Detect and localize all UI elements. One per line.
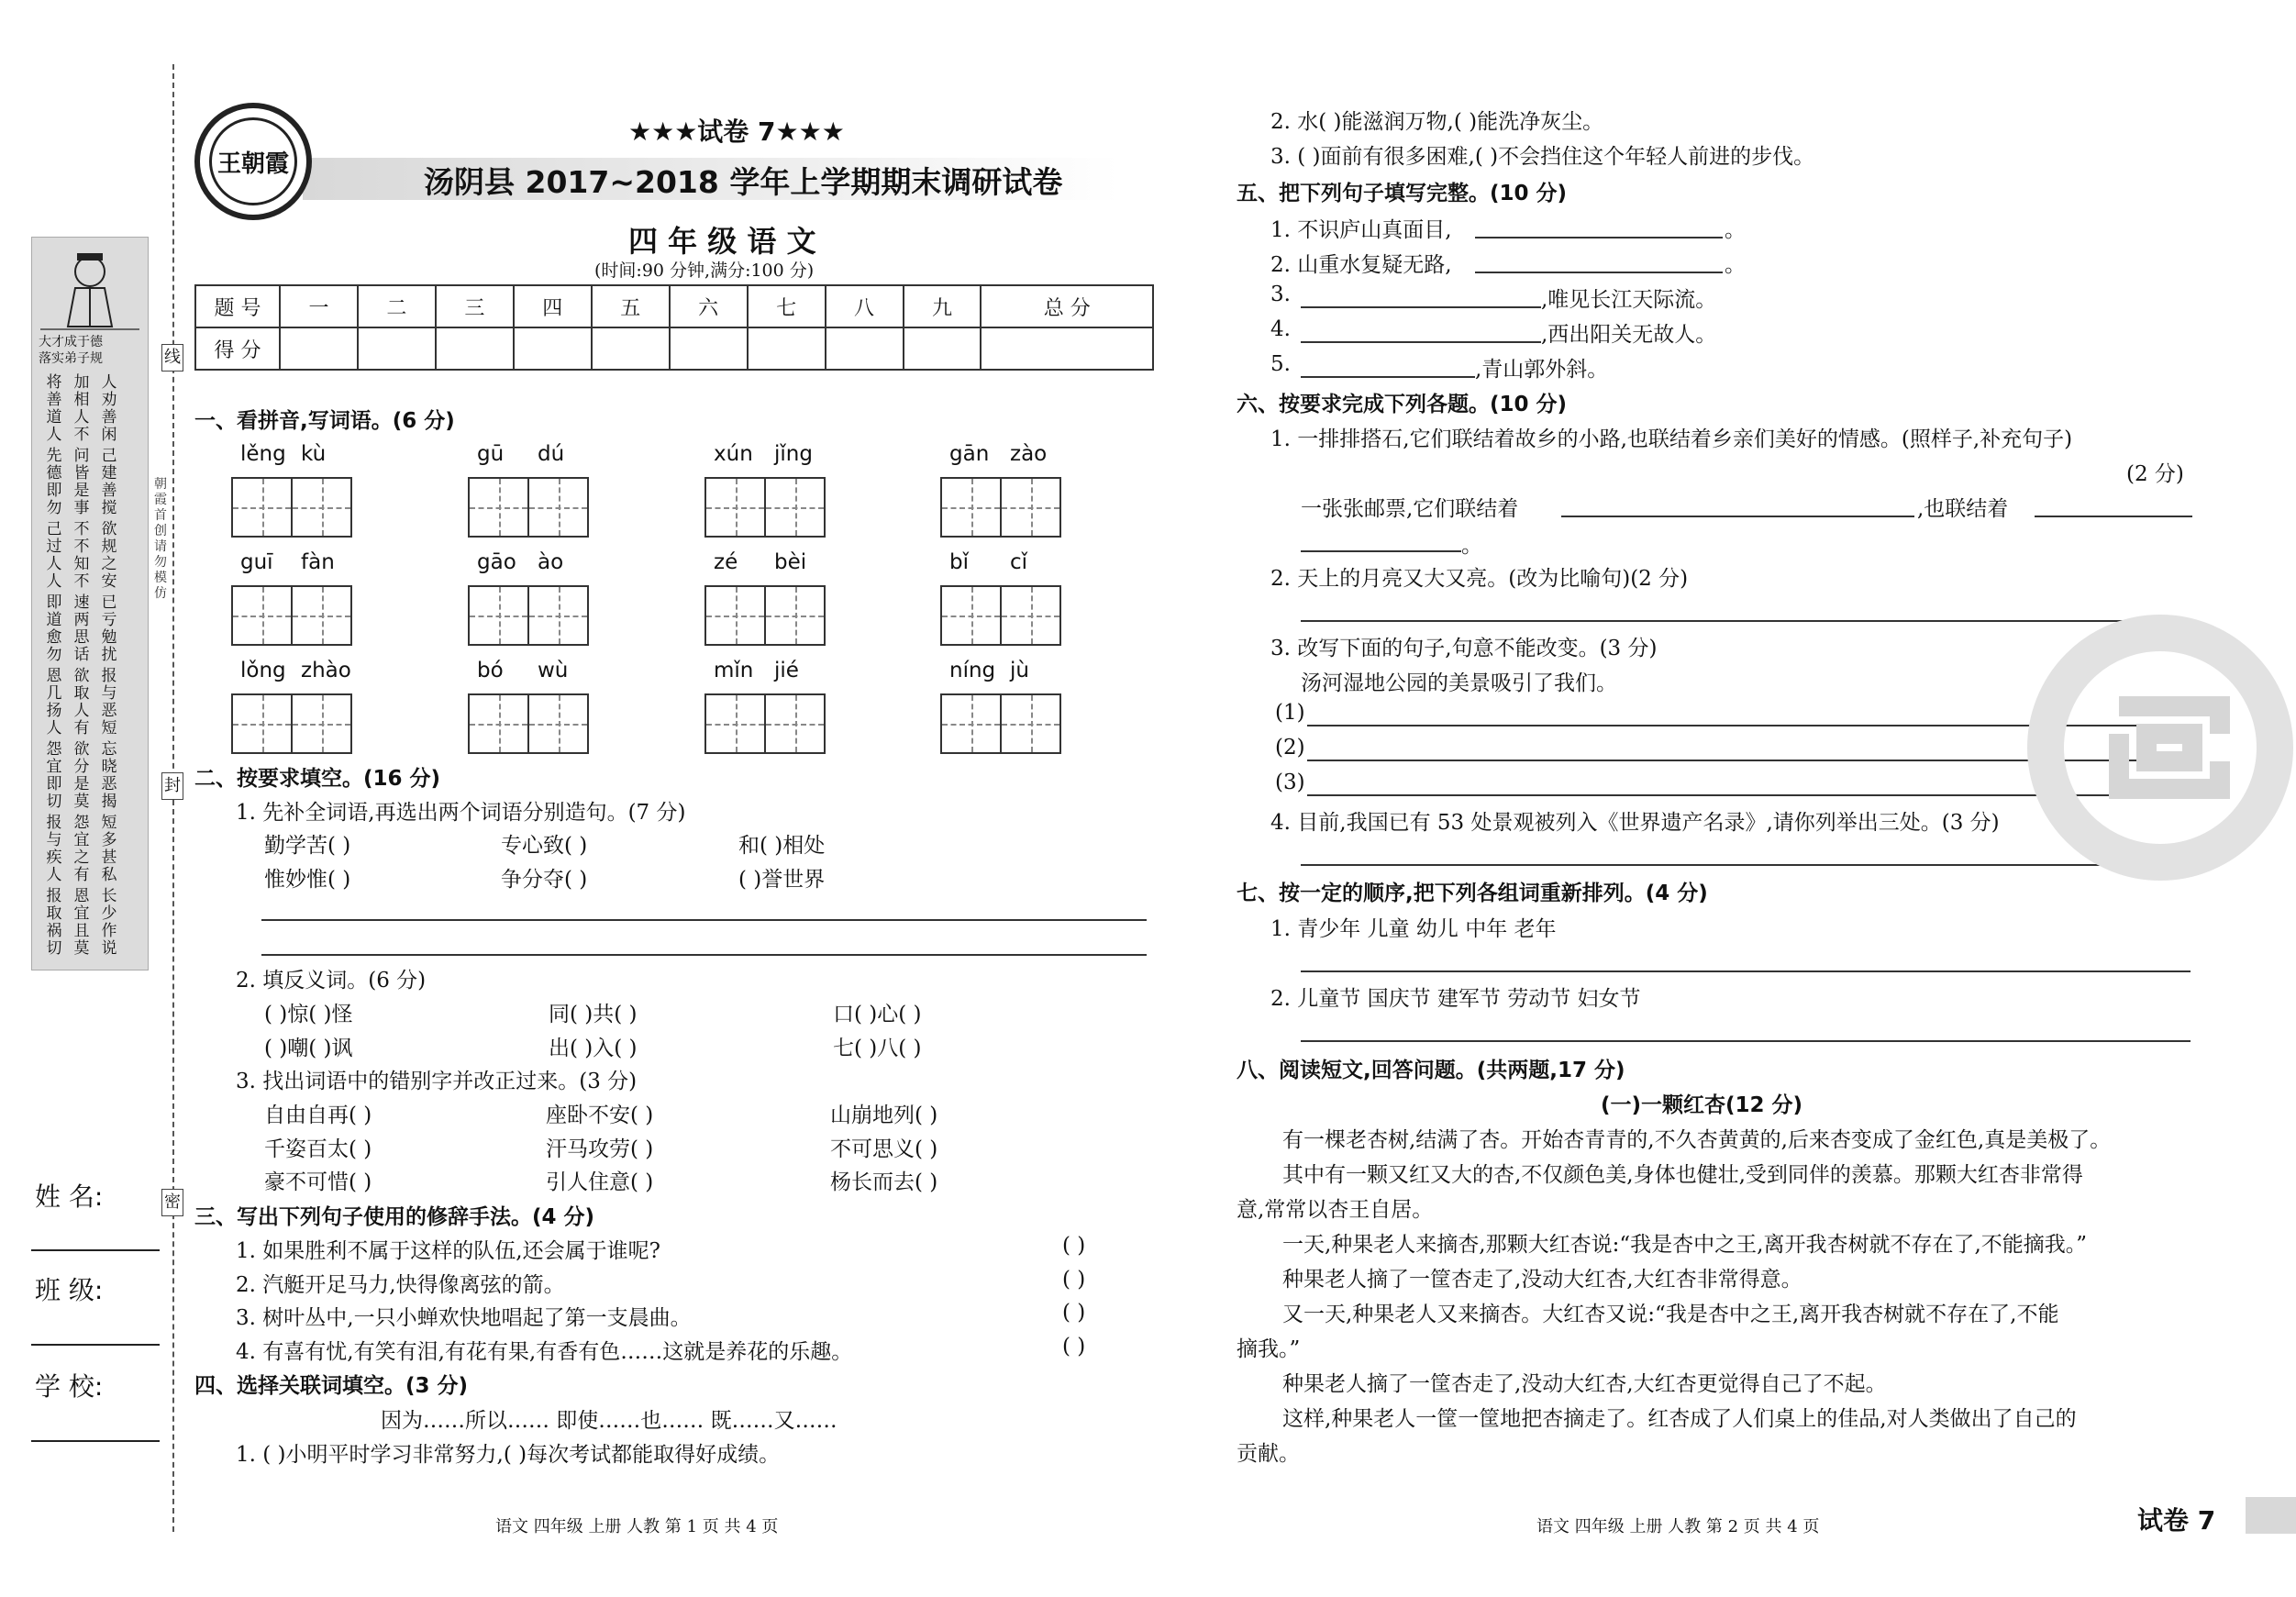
pinyin-label: níng [949,659,996,682]
tianzige-cell[interactable] [706,695,766,752]
pinyin-label: dú [538,442,565,466]
pinyin-label: bó [477,659,504,682]
strip-verse-column: 即道愈勿 [46,593,62,664]
poem-tail: ,西出阳关无故人。 [1541,323,1717,347]
tianzige-cell[interactable] [1002,587,1059,644]
strip-verse-column: 欲取人有 [73,667,90,738]
paper-title: 汤阴县 2017~2018 学年上学期期末调研试卷 [424,164,1063,200]
passage-line: 意,常常以杏王自居。 [1237,1198,1434,1222]
tianzige-cell[interactable] [1002,479,1059,536]
tianzige-box[interactable] [231,693,352,754]
poem-item: 3. [1270,283,1291,306]
typo-item[interactable]: 山崩地列( ) [830,1103,938,1127]
pinyin-label: zào [1010,442,1048,466]
score-header-cell: 一 [280,285,358,327]
typo-item[interactable]: 汗马攻劳( ) [546,1137,654,1161]
answer-line[interactable] [1301,864,2191,866]
tianzige-cell[interactable] [529,587,587,644]
score-header-cell: 八 [826,285,904,327]
s6-q3-source: 汤河湿地公园的美景吸引了我们。 [1301,671,1617,695]
typo-item[interactable]: 座卧不安( ) [546,1103,654,1127]
s2-q3: 3. 找出词语中的错别字并改正过来。(3 分) [236,1070,638,1093]
section-3-title: 三、写出下列句子使用的修辞手法。(4 分) [194,1205,595,1229]
tianzige-cell[interactable] [1002,695,1059,752]
antonym-item[interactable]: 同( )共( ) [549,1003,638,1026]
pinyin-label: gū [477,442,505,466]
tianzige-cell[interactable] [470,587,529,644]
tianzige-box[interactable] [231,585,352,646]
section-1-title: 一、看拼音,写词语。(6 分) [194,409,455,433]
tianzige-cell[interactable] [293,695,350,752]
score-row-label: 得 分 [195,327,280,370]
answer-line[interactable] [261,954,1147,956]
poem-tail: 。 [1725,253,1746,277]
pinyin-label: ào [538,550,564,574]
answer-line[interactable] [1301,1040,2191,1042]
strip-verse-column: 问皆是事 [73,447,90,517]
s4-q2[interactable]: 2. 水( )能滋润万物,( )能洗净灰尘。 [1270,110,1604,134]
section-6-title: 六、按要求完成下列各题。(10 分) [1237,393,1568,416]
pinyin-label: wù [538,659,569,682]
strip-verse-column: 不不知不 [73,520,90,591]
answer-line[interactable] [1301,550,1461,552]
s6-q1-prompt: 一张张邮票,它们联结着 [1301,497,1519,521]
tianzige-cell[interactable] [942,695,1002,752]
s2-q1: 1. 先补全词语,再选出两个词语分别造句。(7 分) [236,801,686,825]
tianzige-cell[interactable] [233,587,293,644]
poem-tail: ,青山郭外斜。 [1475,358,1609,382]
strip-verse-column: 已亏勉扰 [101,593,117,664]
s6-q2: 2. 天上的月亮又大又亮。(改为比喻句)(2 分) [1270,567,1689,591]
s6-q3-label: (2) [1275,736,1305,760]
passage-line: 种果老人摘了一筐杏走了,没动大红杏,大红杏非常得意。 [1282,1268,1802,1292]
pinyin-label: jǐng [774,442,813,466]
s6-q3-label: (3) [1275,771,1305,794]
s6-q4: 4. 目前,我国已有 53 处景观被列入《世界遗产名录》,请你列举出三处。(3 分) [1270,811,2000,835]
typo-item[interactable]: 引人住意( ) [546,1170,654,1194]
s4-q1[interactable]: 1. ( )小明平时学习非常努力,( )每次考试都能取得好成绩。 [236,1443,781,1467]
tianzige-cell[interactable] [706,479,766,536]
score-header-cell: 四 [514,285,592,327]
passage-line: 有一棵老杏树,结满了杏。开始杏青青的,不久杏黄黄的,后来杏变成了金红色,真是美极了。 [1282,1128,2112,1152]
score-cell[interactable] [981,327,1153,370]
s4-q3[interactable]: 3. ( )面前有很多困难,( )不会挡住这个年轻人前进的步伐。 [1270,145,1815,169]
score-header-cell: 三 [436,285,514,327]
tianzige-box[interactable] [940,477,1061,538]
rhetoric-item: 2. 汽艇开足马力,快得像离弦的箭。 [236,1273,565,1297]
answer-line[interactable] [1301,970,2191,972]
tianzige-cell[interactable] [942,587,1002,644]
answer-paren[interactable]: ( ) [1062,1301,1086,1325]
strip-verse-column: 加相人不 [73,373,90,444]
typo-item[interactable]: 千姿百太( ) [264,1137,372,1161]
strip-verse-column: 忘晓恶揭 [101,740,117,811]
pinyin-label: gāo [477,550,516,574]
strip-verse-column: 短多甚私 [101,814,117,884]
s2-q2: 2. 填反义词。(6 分) [236,969,427,993]
score-header-label: 题 号 [195,285,280,327]
score-header-cell: 六 [670,285,748,327]
pinyin-label: lǒng [240,659,286,682]
strip-verse-column: 报取祸切 [46,887,62,958]
antonym-item[interactable]: 七( )八( ) [833,1037,922,1060]
typo-item[interactable]: 自由自再( ) [264,1103,372,1127]
tianzige-cell[interactable] [942,479,1002,536]
score-cell[interactable] [280,327,358,370]
s6-q1-mid: ,也联结着 [1917,497,2009,521]
tianzige-box[interactable] [940,693,1061,754]
score-cell[interactable] [592,327,670,370]
strip-verse-column: 恩宜且莫 [73,887,90,958]
poem-item: 4. [1270,317,1291,341]
cut-mark-line: 线 [161,344,183,372]
poem-blank[interactable] [1475,237,1723,238]
tianzige-box[interactable] [704,693,826,754]
score-header-cell: 七 [748,285,826,327]
antonym-item[interactable]: ( )嘲( )讽 [264,1037,353,1060]
tianzige-box[interactable] [468,693,589,754]
pinyin-label: cǐ [1010,550,1028,574]
strip-verse-column: 欲分是莫 [73,740,90,811]
score-header-cell: 九 [904,285,982,327]
tianzige-cell[interactable] [293,479,350,536]
typo-item[interactable]: 杨长而去( ) [830,1170,938,1194]
antonym-item[interactable]: 出( )入( ) [549,1037,638,1060]
answer-line[interactable] [1301,620,2191,622]
pinyin-label: bèi [774,550,807,574]
footer-right: 语文 四年级 上册 人教 第 2 页 共 4 页 [1536,1517,1820,1536]
passage-line: 其中有一颗又红又大的杏,不仅颜色美,身体也健壮,受到同伴的羡慕。那颗大红杏非常得 [1282,1163,2083,1187]
strip-illustration [40,248,139,330]
poem-blank[interactable] [1301,306,1541,308]
rhetoric-item: 1. 如果胜利不属于这样的队伍,还会属于谁呢? [236,1239,660,1263]
strip-verse-column: 将善道人 [46,373,62,444]
tianzige-cell[interactable] [766,479,824,536]
passage-line: 种果老人摘了一筐杏走了,没动大红杏,大红杏更觉得自己了不起。 [1282,1372,1887,1396]
pinyin-label: kù [301,442,327,466]
pinyin-label: zé [714,550,738,574]
passage-line: 这样,种果老人一筐一筐地把杏摘走了。红杏成了人们桌上的佳品,对人类做出了自己的 [1282,1407,2077,1431]
poem-item: 5. [1270,352,1291,376]
antonym-item[interactable]: ( )惊( )怪 [264,1003,353,1026]
tianzige-box[interactable] [704,477,826,538]
s6-q1: 1. 一排排搭石,它们联结着故乡的小路,也联结着乡亲们美好的情感。(照样子,补充句子) [1270,427,2073,451]
tianzige-box[interactable] [468,477,589,538]
section-8-title: 八、阅读短文,回答问题。(共两题,17 分) [1237,1059,1625,1082]
poem-tail: 。 [1725,218,1746,242]
score-table [194,284,1154,371]
cut-mark-seal: 封 [161,772,183,800]
seal-icon [2101,679,2238,820]
tianzige-box[interactable] [231,477,352,538]
answer-paren[interactable]: ( ) [1062,1335,1086,1359]
typo-item[interactable]: 不可思义( ) [830,1137,938,1161]
answer-line[interactable] [1561,516,1914,517]
paper-tag: ★★★试卷 7★★★ [628,116,845,147]
s6-q1-end: 。 [1461,534,1482,558]
strip-verse-column: 恩几扬人 [46,667,62,738]
tianzige-box[interactable] [704,585,826,646]
name-label: 姓 名: [35,1181,104,1212]
poem-blank[interactable] [1475,272,1723,273]
poem-blank[interactable] [1301,376,1475,378]
strip-verse-column: 怨宜之有 [73,814,90,884]
conjunction-options: 因为……所以…… 即使……也…… 既……又…… [381,1409,837,1433]
tianzige-cell[interactable] [706,587,766,644]
section-5-title: 五、把下列句子填写完整。(10 分) [1237,182,1568,205]
footer-left: 语文 四年级 上册 人教 第 1 页 共 4 页 [495,1517,779,1536]
answer-line[interactable] [261,919,1147,921]
s2-word[interactable]: 专心致( ) [501,834,588,858]
typo-item[interactable]: 豪不可惜( ) [264,1170,372,1194]
tianzige-cell[interactable] [766,587,824,644]
tianzige-cell[interactable] [470,479,529,536]
answer-paren[interactable]: ( ) [1062,1268,1086,1292]
rhetoric-item: 4. 有喜有忧,有笑有泪,有花有果,有香有色……这就是养花的乐趣。 [236,1340,853,1364]
s2-word[interactable]: 争分夺( ) [501,868,588,892]
section-4-title: 四、选择关联词填空。(3 分) [194,1374,469,1398]
passage-line: 贡献。 [1237,1442,1300,1466]
score-header-cell: 总 分 [981,285,1153,327]
answer-line[interactable] [2035,516,2192,517]
s7-q2: 2. 儿童节 国庆节 建军节 劳动节 妇女节 [1270,987,1641,1011]
school-label: 学 校: [35,1371,104,1402]
score-cell[interactable] [904,327,982,370]
poem-tail: ,唯见长江天际流。 [1541,288,1717,312]
score-cell[interactable] [826,327,904,370]
poem-item: 2. 山重水复疑无路, [1270,253,1452,277]
strip-verse-column: 报与恶短 [101,667,117,738]
class-label: 班 级: [35,1275,104,1305]
s2-word[interactable]: 勤学苦( ) [264,834,351,858]
pinyin-label: zhào [301,659,351,682]
score-cell[interactable] [358,327,436,370]
strip-verse-column: 怨宜即切 [46,740,62,811]
passage-line: 又一天,种果老人又来摘杏。大红杏又说:“我是杏中之王,离开我杏树就不存在了,不能 [1282,1303,2059,1326]
tianzige-cell[interactable] [470,695,529,752]
name-line[interactable] [31,1249,160,1251]
pinyin-label: guī [240,550,273,574]
pinyin-label: mǐn [714,659,754,682]
strip-verse-column: 报与疾人 [46,814,62,884]
s2-word[interactable]: 和( )相处 [738,834,826,858]
score-header-cell: 二 [358,285,436,327]
cut-mark-dense: 密 [161,1189,183,1216]
pinyin-label: jù [1010,659,1029,682]
copyright-note: 朝霞首创 请勿模仿 [154,477,167,601]
s6-q1-score: (2 分) [2126,462,2184,486]
school-line[interactable] [31,1440,160,1442]
corner-band [2246,1497,2296,1534]
tianzige-cell[interactable] [233,695,293,752]
tianzige-box[interactable] [468,585,589,646]
poem-blank[interactable] [1301,341,1541,343]
tianzige-cell[interactable] [293,587,350,644]
s6-q3: 3. 改写下面的句子,句意不能改变。(3 分) [1270,637,1658,660]
pinyin-label: lěng [240,442,286,466]
pinyin-label: xún [714,442,753,466]
strip-verse-column: 己建善搅 [101,447,117,517]
score-cell[interactable] [670,327,748,370]
poem-item: 1. 不识庐山真面目, [1270,218,1452,242]
section-7-title: 七、按一定的顺序,把下列各组词重新排列。(4 分) [1237,882,1708,905]
score-cell[interactable] [748,327,826,370]
pinyin-label: bǐ [949,550,969,574]
tianzige-cell[interactable] [529,479,587,536]
tianzige-cell[interactable] [529,695,587,752]
pinyin-label: jié [774,659,799,682]
score-cell[interactable] [436,327,514,370]
tianzige-box[interactable] [940,585,1061,646]
s7-q1: 1. 青少年 儿童 幼儿 中年 老年 [1270,917,1557,941]
passage-title: (一)一颗红杏(12 分) [1601,1093,1803,1117]
score-cell[interactable] [514,327,592,370]
passage-line: 一天,种果老人来摘杏,那颗大红杏说:“我是杏中之王,离开我杏树就不存在了,不能摘我。” [1282,1233,2088,1257]
strip-slogan-2: 落实弟子规 [39,351,103,366]
class-line[interactable] [31,1344,160,1346]
strip-verse-column: 先德即勿 [46,447,62,517]
strip-verse-column: 欲规之安 [101,520,117,591]
answer-paren[interactable]: ( ) [1062,1234,1086,1258]
tianzige-cell[interactable] [233,479,293,536]
score-header-cell: 五 [592,285,670,327]
antonym-item[interactable]: 口( )心( ) [833,1003,922,1026]
pinyin-label: gān [949,442,990,466]
strip-verse-column: 人劝善闲 [101,373,117,444]
strip-verse-column: 长少作说 [101,887,117,958]
pinyin-label: fàn [301,550,335,574]
strip-verse-column: 己过人人 [46,520,62,591]
strip-slogan-1: 大才成于德 [39,335,103,349]
time-note: (时间:90 分钟,满分:100 分) [594,261,815,281]
subject-title: 四 年 级 语 文 [628,224,816,259]
strip-verse-column: 速两思话 [73,593,90,664]
tianzige-cell[interactable] [766,695,824,752]
logo-text: 王朝霞 [216,150,289,178]
s6-q3-label: (1) [1275,701,1305,725]
passage-line: 摘我。” [1237,1337,1301,1361]
section-2-title: 二、按要求填空。(16 分) [194,767,441,791]
rhetoric-item: 3. 树叶丛中,一只小蝉欢快地唱起了第一支晨曲。 [236,1306,692,1330]
corner-label: 试卷 7 [2137,1505,2216,1536]
s2-word[interactable]: ( )誉世界 [738,868,826,892]
s2-word[interactable]: 惟妙惟( ) [264,868,351,892]
